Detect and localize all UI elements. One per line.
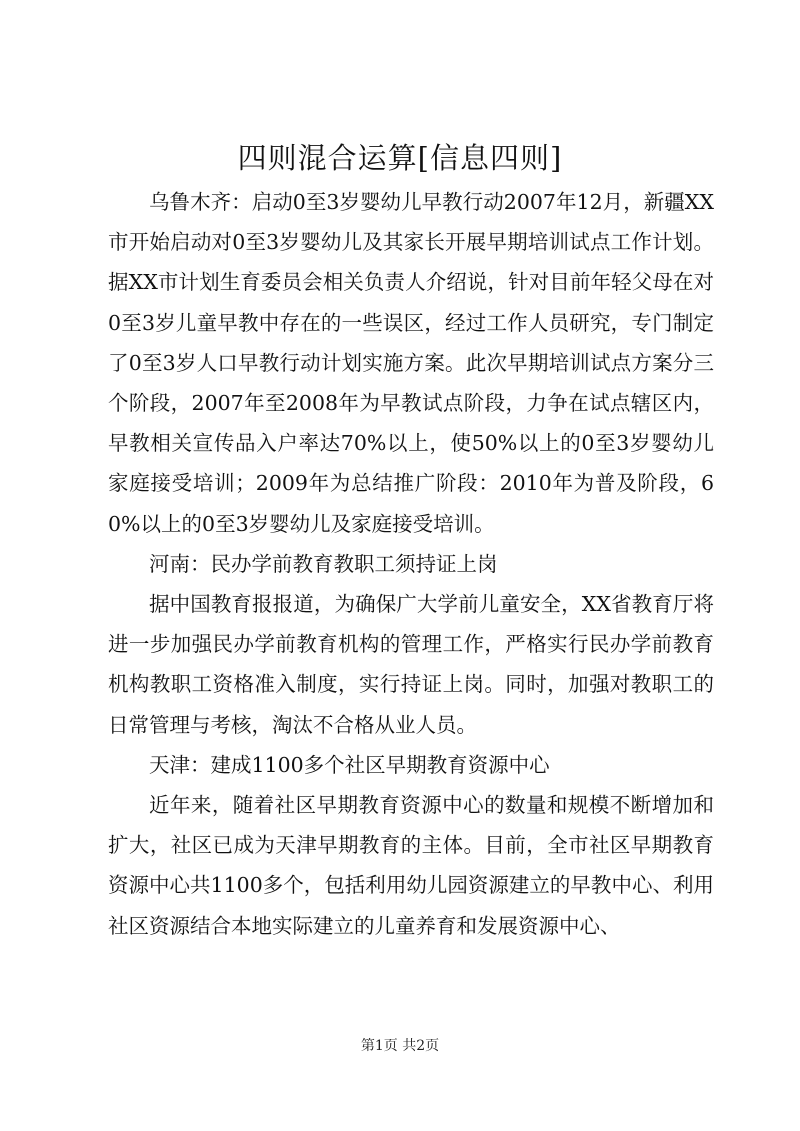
page-footer: 第1页 共2页 — [360, 1038, 440, 1054]
document-title: 四则混合运算[信息四则] — [237, 141, 563, 175]
heading-henan: 河南：民办学前教育教职工须持证上岗 — [149, 551, 498, 576]
paragraph-tianjin: 近年来，随着社区早期教育资源中心的数量和规模不断增加和扩大，社区已成为天津早期教育的主体。目前，全市社区早期教育资源中心共1100多个，包括利用幼儿园资源建立的早教中心、利用社区资源结合本地实际建立的儿童养育和发展资源中心、 — [108, 793, 714, 938]
paragraph-henan: 据中国教育报报道，为确保广大学前儿童安全，XX省教育厅将进一步加强民办学前教育机构的管理工作，严格实行民办学前教育机构教职工资格准入制度，实行持证上岗。同时，加强对教职工的日常管理与考核，淘汰不合格从业人员。 — [108, 592, 714, 737]
heading-tianjin: 天津：建成1100多个社区早期教育资源中心 — [149, 752, 550, 777]
paragraph-urumqi: 乌鲁木齐：启动0至3岁婴幼儿早教行动2007年12月，新疆XX市开始启动对0至3岁婴幼儿及其家长开展早期培训试点工作计划。据XX市计划生育委员会相关负责人介绍说，针对目前年轻父母在对0至3岁儿童早教中存在的一些误区，经过工作人员研究，专门制定了0至3岁人口早教行动计划实施方案。此次早期培训试点方案分三个阶段，2007年至2008年为早教试点阶段，力争在试点辖区内，早教相关宣传品入户率达70%以上，使50%以上的0至3岁婴幼儿家庭接受培训；2009年为总结推广阶段：2010年为普及阶段，60%以上的0至3岁婴幼儿及家庭接受培训。 — [108, 190, 714, 536]
document-body — [108, 182, 714, 946]
